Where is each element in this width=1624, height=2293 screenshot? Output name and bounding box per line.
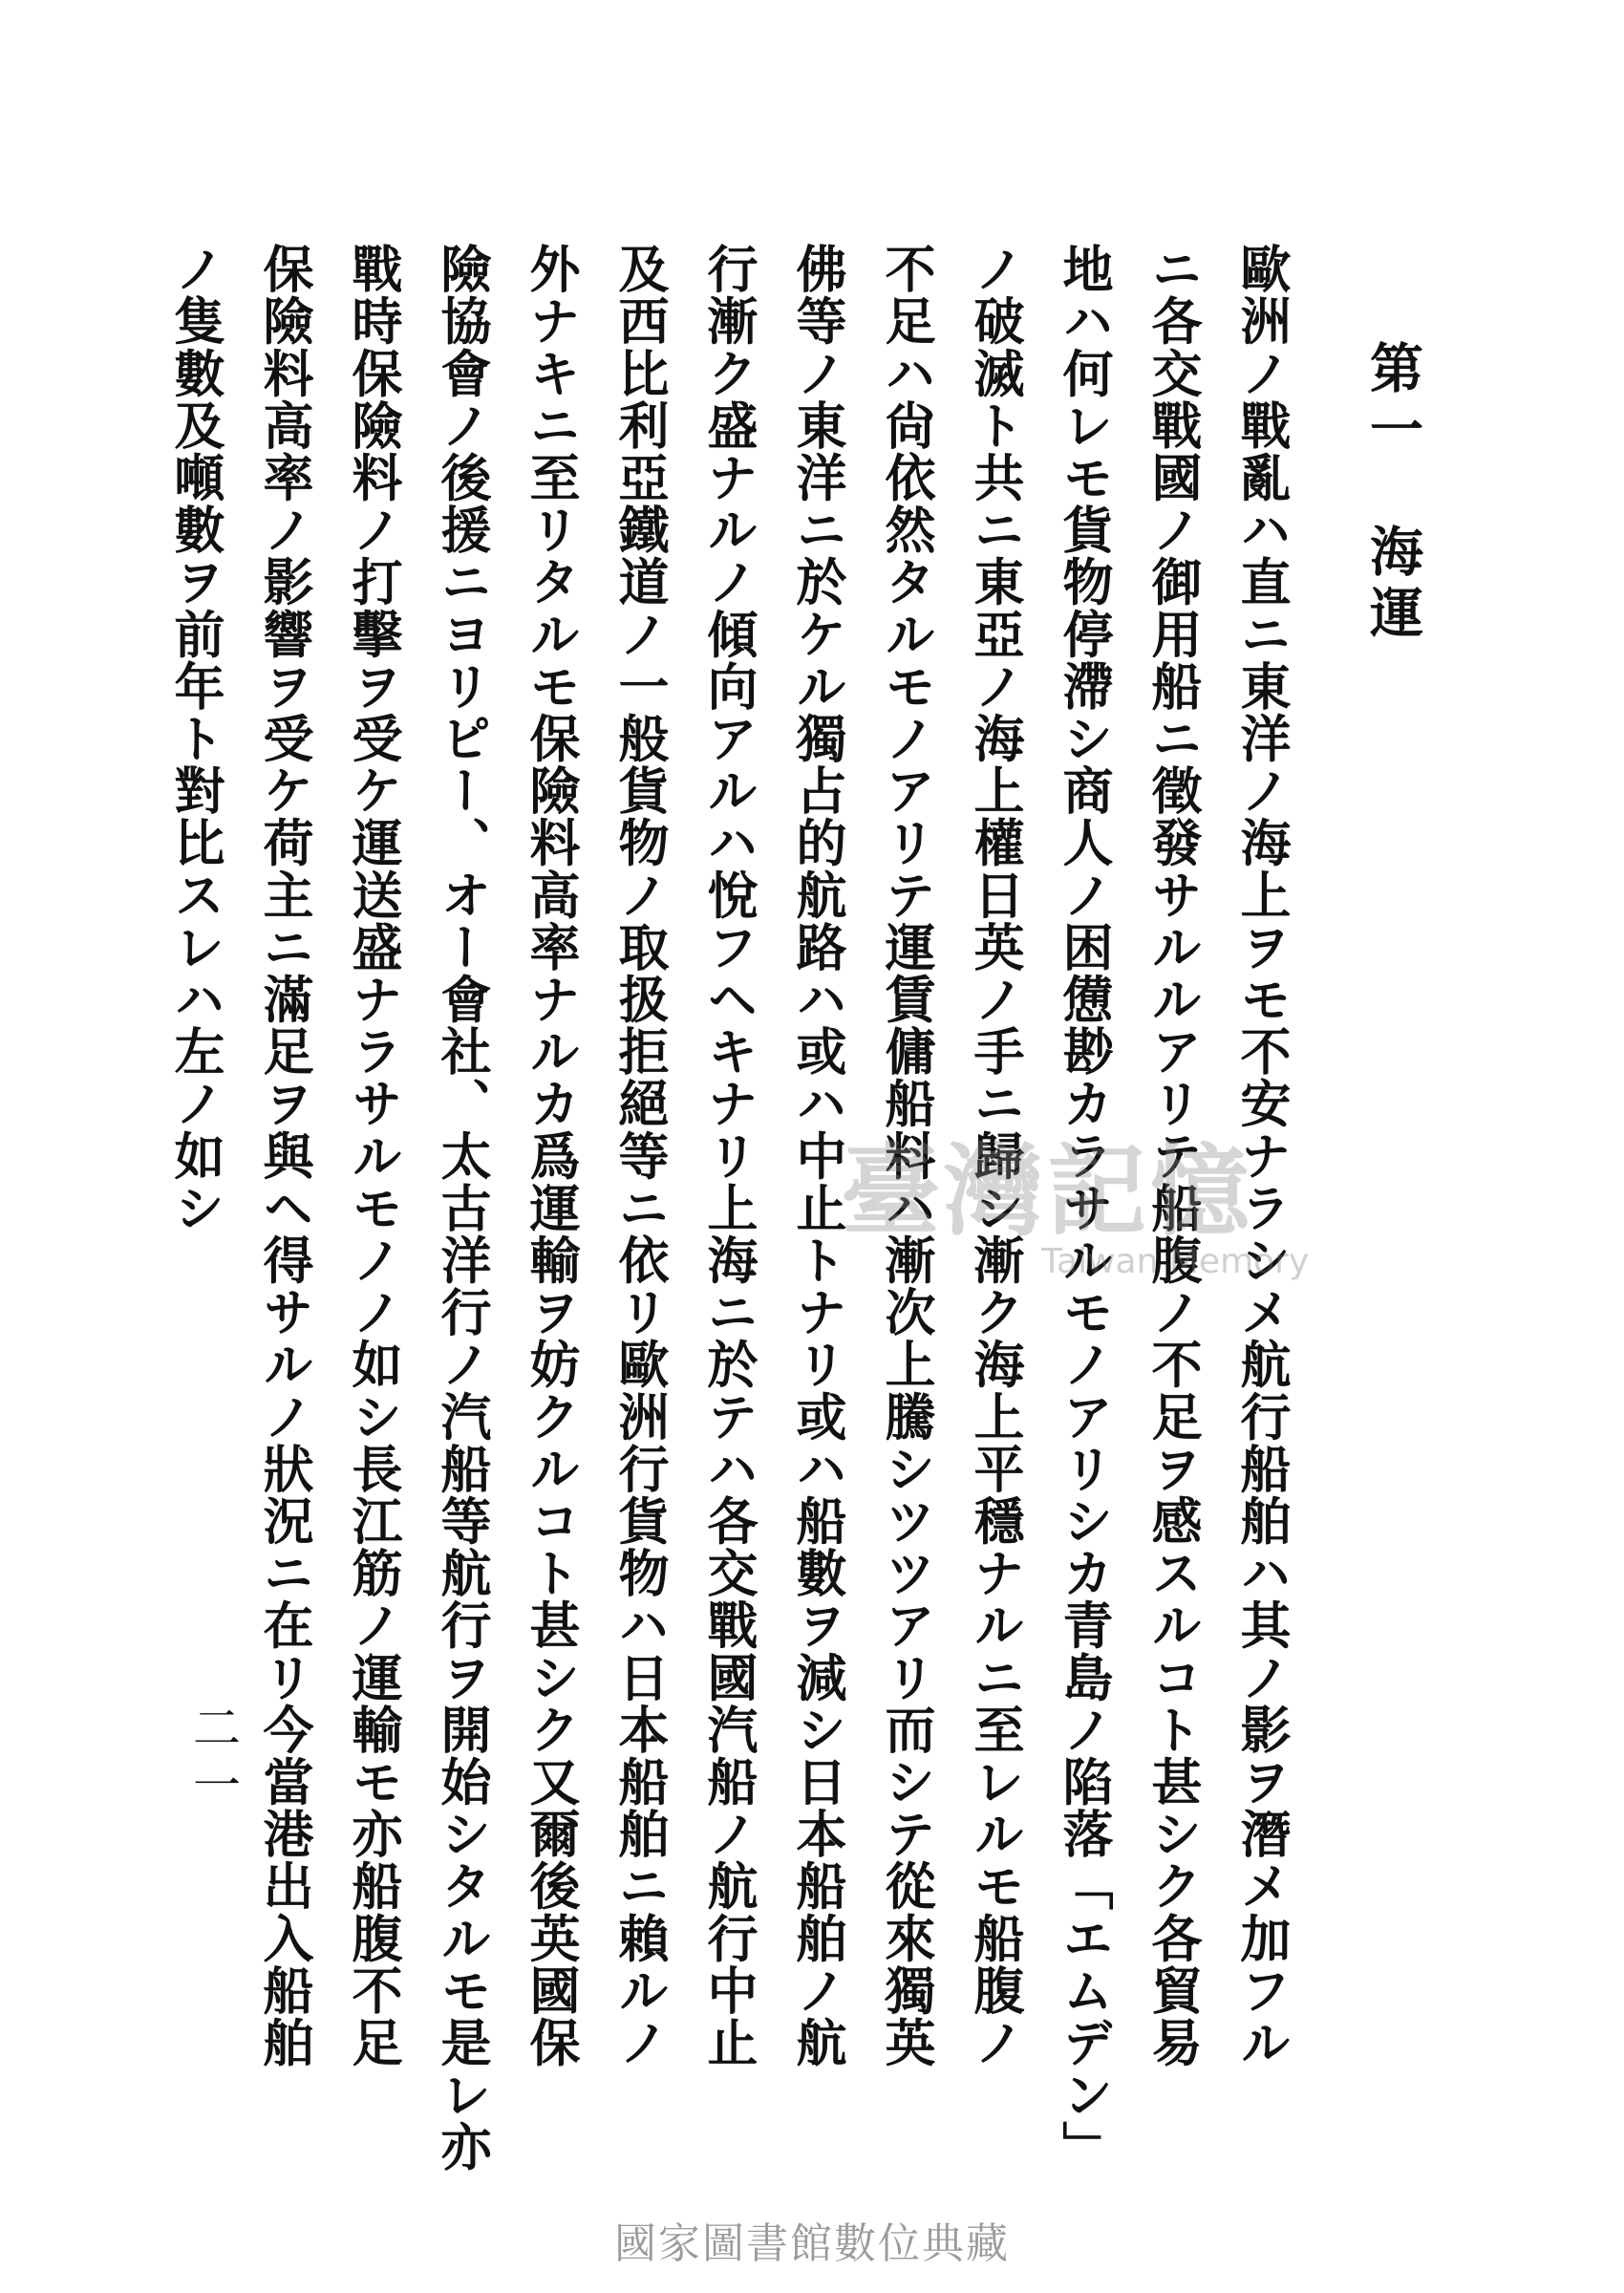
text-column: 佛等ノ東洋ニ於ケル獨占的航路ハ或ハ中止トナリ或ハ船數ヲ減シ日本船舶ノ航 — [788, 243, 847, 2068]
watermark-english: Taiwan Memory — [1041, 1242, 1310, 1281]
section-title: 第一 海運 — [1361, 340, 1424, 646]
watermark-chinese: 臺灣記憶 — [841, 1132, 1254, 1250]
text-column: 不足ハ尙依然タルモノアリテ運賃傭船料ハ漸次上騰シツツアリ而シテ從來獨英 — [877, 243, 936, 2068]
text-column: 及西比利亞鐵道ノ一般貨物ノ取扱拒絕等ニ依リ歐洲行貨物ハ日本船舶ニ賴ルノ — [610, 243, 670, 2068]
watermark-logo — [841, 1132, 1337, 1304]
text-column: ノ破滅ト共ニ東亞ノ海上權日英ノ手ニ歸シ漸ク海上平穩ナルニ至レルモ船腹ノ — [966, 243, 1025, 2068]
page-number: 二一 — [185, 1703, 241, 1817]
text-column: ニ各交戰國ノ御用船ニ徵發サルルアリテ船腹ノ不足ヲ感スルコト甚シク各貿易 — [1143, 243, 1203, 2068]
text-column: 戰時保險料ノ打擊ヲ受ケ運送盛ナラサルモノノ如シ長江筋ノ運輸モ亦船腹不足 — [344, 243, 403, 2068]
text-column: 外ナキニ至リタルモ保險料高率ナルカ爲運輸ヲ妨クルコト甚シク又爾後英國保 — [522, 243, 581, 2068]
footer-credit: 國家圖書館數位典藏 — [614, 2219, 1010, 2268]
text-column: 歐洲ノ戰亂ハ直ニ東洋ノ海上ヲモ不安ナラシメ航行船舶ハ其ノ影ヲ潛メ加フル — [1232, 243, 1292, 2068]
text-column: 險協會ノ後援ニヨリピー、オー會社、太古洋行ノ汽船等航行ヲ開始シタルモ是レ亦 — [433, 243, 492, 2174]
text-column: 地ハ何レモ貨物停滯シ商人ノ困憊尠カラサルモノアリシカ青島ノ陷落「エムデン」 — [1055, 243, 1114, 2174]
text-column: 保險料高率ノ影響ヲ受ケ荷主ニ滿足ヲ與ヘ得サルノ狀況ニ在リ今當港出入船舶 — [255, 243, 314, 2068]
text-column: ノ隻數及噸數ヲ前年ト對比スレハ左ノ如シ — [166, 243, 225, 1234]
text-column: 行漸ク盛ナルノ傾向アルハ悅フヘキナリ上海ニ於テハ各交戰國汽船ノ航行中止 — [699, 243, 759, 2068]
